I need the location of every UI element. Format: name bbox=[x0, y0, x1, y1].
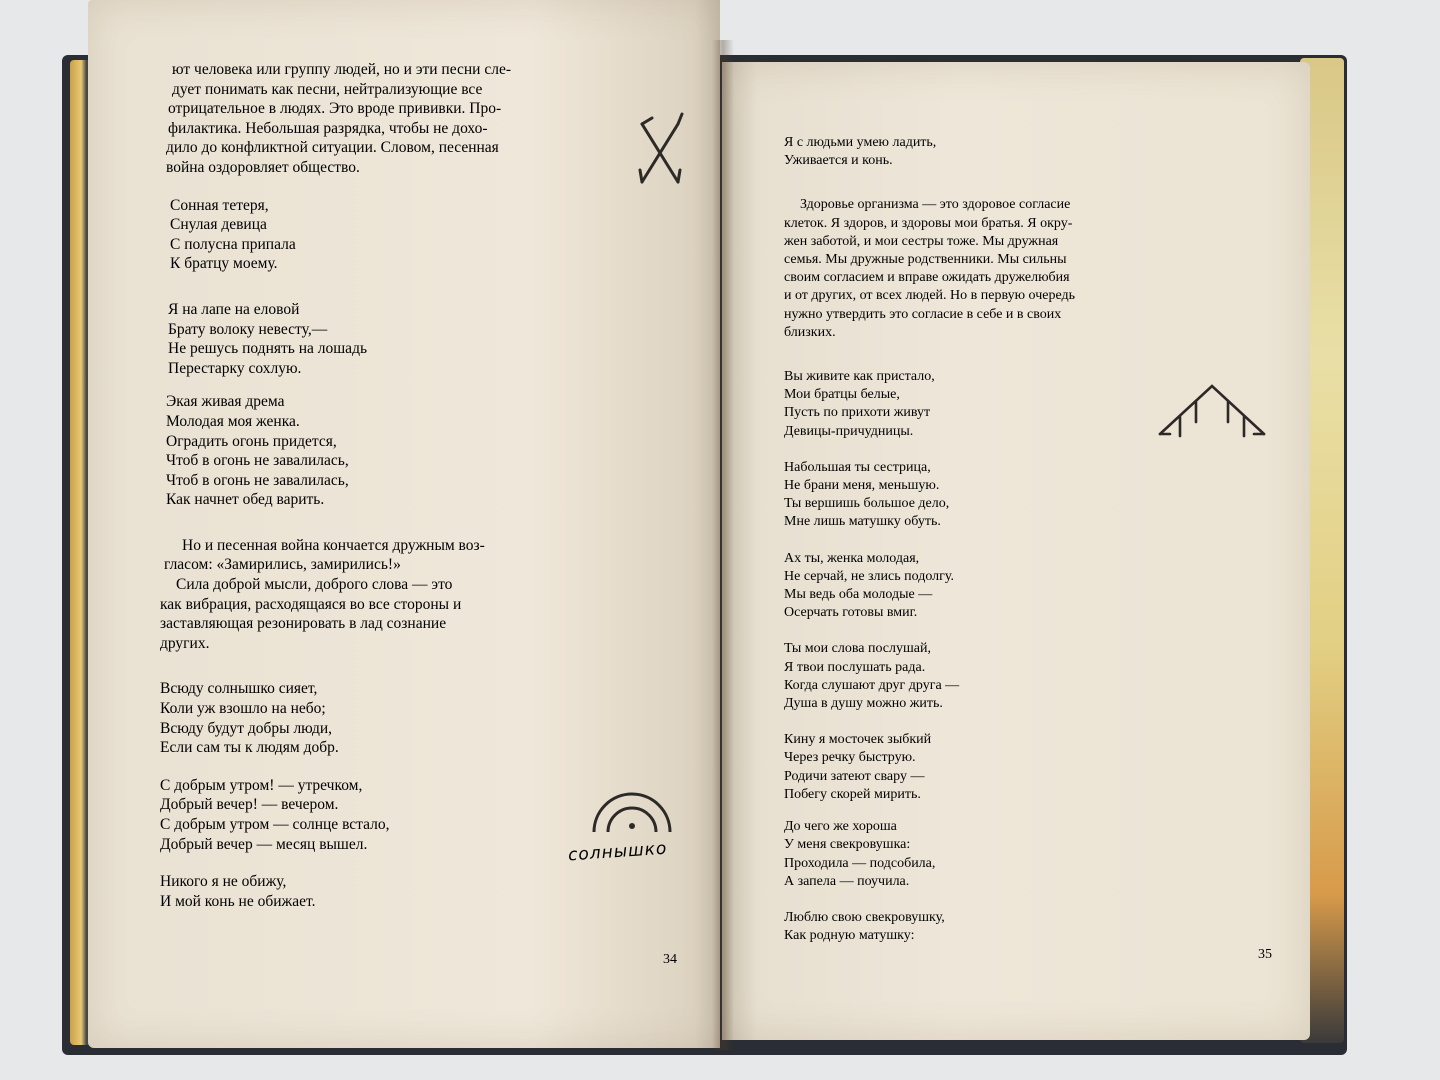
poem-stanza bbox=[160, 872, 590, 911]
verse-line: Люблю свою свекровушку, bbox=[784, 909, 945, 925]
verse-line: Чтоб в огонь не завалилась, bbox=[166, 471, 349, 489]
verse-line: К братцу моему. bbox=[170, 255, 278, 273]
verse-line: Не серчай, не злись подолгу. bbox=[784, 568, 954, 584]
verse-line: Девицы-причудницы. bbox=[784, 423, 914, 439]
text-line: и от других, от всех людей. Но в первую очередь bbox=[784, 288, 1075, 304]
poem-stanza bbox=[160, 776, 590, 854]
verse-line: Родичи затеют свару — bbox=[784, 768, 925, 784]
verse-line: Экая живая дрема bbox=[166, 393, 285, 411]
text-line: дило до конфликтной ситуации. Словом, песенная bbox=[166, 139, 499, 157]
verse-line: С полусна припала bbox=[170, 235, 296, 253]
verse-line: И мой конь не обижает. bbox=[160, 892, 316, 910]
poem-stanza bbox=[784, 909, 1156, 945]
verse-line: Я на лапе на еловой bbox=[168, 300, 300, 318]
verse-line: Перестарку сохлую. bbox=[168, 359, 302, 377]
sun-label: солнышко bbox=[567, 838, 668, 866]
verse-line: Снулая девица bbox=[170, 216, 267, 234]
verse-line: Побегу скорей мирить. bbox=[784, 786, 921, 802]
verse-line: Ах ты, женка молодая, bbox=[784, 550, 920, 566]
text-line: близких. bbox=[784, 324, 836, 340]
verse-line: Уживается и конь. bbox=[784, 153, 893, 169]
poem-stanza bbox=[784, 818, 1156, 891]
verse-line: Когда слушают друг друга — bbox=[784, 677, 960, 693]
text-line: филактика. Небольшая разрядка, чтобы не дохо- bbox=[168, 119, 488, 137]
poem-stanza bbox=[784, 731, 1156, 804]
verse-line: Ты мои слова послушай, bbox=[784, 641, 931, 657]
text-line: других. bbox=[160, 634, 210, 652]
verse-line: Оградить огонь придется, bbox=[166, 432, 337, 450]
verse-line: Чтоб в огонь не завалилась, bbox=[166, 452, 349, 470]
page-number: 34 bbox=[663, 952, 677, 967]
poem-stanza bbox=[784, 640, 1156, 713]
text-line: Сила доброй мысли, доброго слова — это bbox=[176, 576, 453, 594]
verse-line: Всюду солнышко сияет, bbox=[160, 680, 318, 698]
text-line: отрицательное в людях. Это вроде прививки. Про- bbox=[168, 100, 502, 118]
poem-stanza bbox=[160, 300, 590, 378]
verse-line: Как родную матушку: bbox=[784, 928, 915, 944]
text-line: как вибрация, расходящаяся во все стороны и bbox=[160, 595, 462, 613]
text-line: жен заботой, и мои сестры тоже. Мы дружная bbox=[784, 233, 1059, 249]
verse-line: Добрый вечер — месяц вышел. bbox=[160, 835, 368, 853]
text-line: своим согласием и вправе ожидать дружелюбия bbox=[784, 270, 1070, 286]
verse-line: До чего же хороша bbox=[784, 819, 897, 835]
verse-line: Набольшая ты сестрица, bbox=[784, 459, 931, 475]
verse-line: Всюду будут добры люди, bbox=[160, 719, 333, 737]
verse-line: Осерчать готовы вмиг. bbox=[784, 605, 918, 621]
text-line: война оздоровляет общество. bbox=[166, 158, 360, 176]
book-gutter bbox=[712, 40, 734, 1050]
page-number: 35 bbox=[1258, 947, 1272, 962]
verse-line: С добрым утром! — утречком, bbox=[160, 776, 363, 794]
poem-stanza bbox=[160, 196, 590, 274]
poem-stanza bbox=[784, 550, 1156, 623]
left-prose-mid-2 bbox=[160, 575, 580, 653]
poem-stanza bbox=[160, 392, 590, 510]
sun-icon bbox=[582, 762, 682, 842]
text-line: дует понимать как песни, нейтрализующие все bbox=[172, 80, 483, 98]
verse-line: Брату волоку невесту,— bbox=[168, 320, 328, 338]
poem-stanza bbox=[784, 459, 1156, 532]
poem-stanza bbox=[784, 134, 1156, 170]
verse-line: У меня свекровушка: bbox=[784, 837, 911, 853]
verse-line: Как начнет обед варить. bbox=[166, 491, 325, 509]
verse-line: Проходила — подсобила, bbox=[784, 855, 936, 871]
verse-line: Добрый вечер! — вечером. bbox=[160, 796, 339, 814]
verse-line: Мои братцы белые, bbox=[784, 387, 900, 403]
verse-line: С добрым утром — солнце встало, bbox=[160, 816, 390, 833]
verse-line: Через речку быструю. bbox=[784, 750, 916, 766]
verse-line: Кину я мосточек зыбкий bbox=[784, 732, 932, 748]
verse-line: Я твои послушать рада. bbox=[784, 659, 926, 675]
verse-line: Не брани меня, меньшую. bbox=[784, 478, 940, 494]
right-page-text bbox=[784, 134, 1156, 945]
left-prose-top bbox=[160, 60, 590, 178]
verse-line: А запела — поучила. bbox=[784, 873, 910, 889]
left-page-text bbox=[160, 60, 590, 911]
text-line: семья. Мы дружные родственники. Мы сильны bbox=[784, 252, 1067, 268]
text-line: Но и песенная война кончается дружным воз- bbox=[182, 536, 485, 554]
verse-line: Сонная тетеря, bbox=[170, 196, 269, 214]
poem-stanza bbox=[784, 368, 1156, 441]
text-line: клеток. Я здоров, и здоровы мои братья. Я окру- bbox=[784, 215, 1073, 231]
verse-line: Молодая моя женка. bbox=[166, 412, 300, 430]
verse-line: Если сам ты к людям добр. bbox=[160, 739, 339, 757]
right-prose bbox=[784, 196, 1156, 342]
rune-cross-icon bbox=[630, 112, 690, 192]
poem-stanza bbox=[160, 679, 590, 757]
text-line: гласом: «Замирились, замирились!» bbox=[164, 556, 401, 574]
verse-line: Ты вершишь большое дело, bbox=[784, 496, 950, 512]
verse-line: Не решусь поднять на лошадь bbox=[168, 340, 368, 358]
verse-line: Никого я не обижу, bbox=[160, 873, 287, 891]
verse-line: Душа в душу можно жить. bbox=[784, 696, 943, 712]
text-line: нужно утвердить это согласие в себе и в своих bbox=[784, 306, 1062, 322]
verse-line: Коли уж взошло на небо; bbox=[160, 700, 326, 718]
verse-line: Вы живите как пристало, bbox=[784, 369, 935, 385]
text-line: ют человека или группу людей, но и эти песни сле- bbox=[172, 61, 511, 78]
verse-line: Мне лишь матушку обуть. bbox=[784, 514, 941, 530]
verse-line: Мы ведь оба молодые — bbox=[784, 587, 933, 603]
verse-line: Пусть по прихоти живут bbox=[784, 405, 931, 421]
left-prose-mid-1 bbox=[160, 536, 580, 575]
text-line: Здоровье организма — это здоровое согласие bbox=[800, 197, 1071, 213]
text-line: заставляющая резонировать в лад сознание bbox=[160, 615, 447, 633]
rune-chevron-icon bbox=[1156, 380, 1268, 442]
verse-line: Я с людьми умею ладить, bbox=[784, 135, 937, 150]
